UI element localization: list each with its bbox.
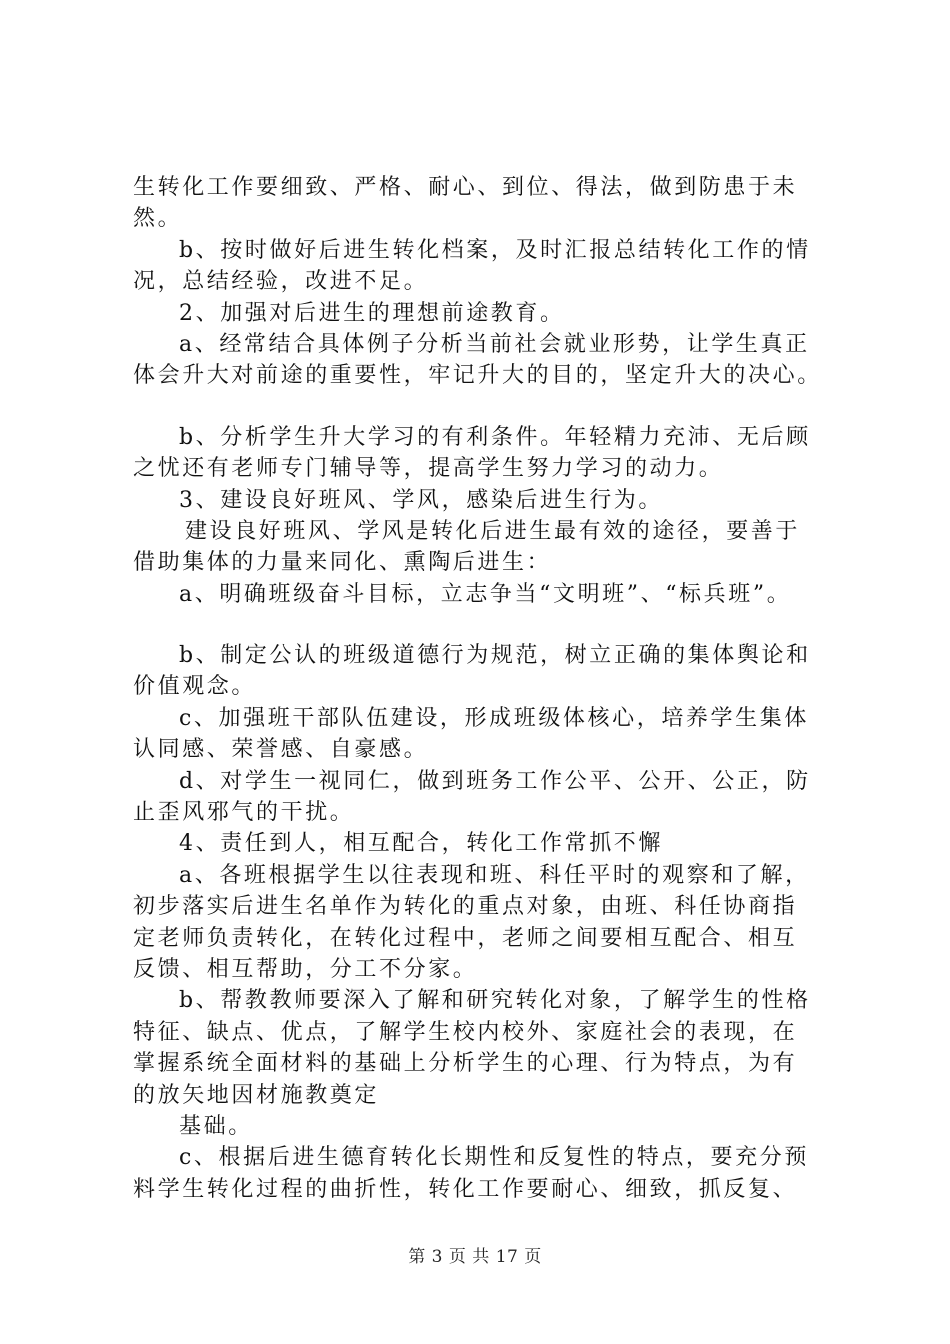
paragraph-gap [133,610,853,640]
text-line: b、制定公认的班级道德行为规范，树立正确的集体舆论和 [179,643,811,669]
text-line: 建设良好班风、学风是转化后进生最有效的途径，要善于 [185,518,801,544]
text-line: b、帮教教师要深入了解和研究转化对象，了解学生的性格 [179,988,811,1014]
text-line: 价值观念。 [133,674,257,700]
text-line: 认同感、荣誉感、自豪感。 [133,737,429,763]
text-line: a、明确班级奋斗目标，立志争当“文明班”、“标兵班”。 [179,581,792,607]
text-line: a、各班根据学生以往表现和班、科任平时的观察和了解， [179,862,810,888]
text-line: 初步落实后进生名单作为转化的重点对象，由班、科任协商指 [133,894,798,920]
document-body [133,172,853,1205]
text-line: a、经常结合具体例子分析当前社会就业形势，让学生真正 [179,331,810,357]
page-number-footer: 第 3 页 共 17 页 [408,1247,542,1267]
text-line: 反馈、相互帮助，分工不分家。 [133,956,478,982]
text-line: 况，总结经验，改进不足。 [133,269,429,295]
text-line: 特征、缺点、优点，了解学生校内校外、家庭社会的表现，在 [133,1019,798,1045]
text-line: 然。 [133,206,183,232]
text-line: 2、加强对后进生的理想前途教育。 [179,300,565,326]
text-line: d、对学生一视同仁，做到班务工作公平、公开、公正，防 [179,768,811,794]
text-line: 的放矢地因材施教奠定 [133,1082,380,1108]
text-line: 定老师负责转化，在转化过程中，老师之间要相互配合、相互 [133,925,798,951]
text-line: c、根据后进生德育转化长期性和反复性的特点，要充分预 [179,1145,809,1171]
paragraph-gap [133,392,853,422]
text-line: 体会升大对前途的重要性，牢记升大的目的，坚定升大的决心。 [133,363,822,389]
text-line: 之忧还有老师专门辅导等，提高学生努力学习的动力。 [133,456,724,482]
text-line: 止歪风邪气的干扰。 [133,800,355,826]
text-line: 4、责任到人，相互配合，转化工作常抓不懈 [179,831,663,857]
text-line: 3、建设良好班风、学风，感染后进生行为。 [179,487,663,513]
text-line: b、按时做好后进生转化档案，及时汇报总结转化工作的情 [179,237,811,263]
text-line: 基础。 [179,1113,253,1139]
text-line: 生转化工作要细致、严格、耐心、到位、得法，做到防患于未 [133,175,798,200]
text-line: 料学生转化过程的曲折性，转化工作要耐心、细致，抓反复、 [133,1176,798,1202]
text-line: 借助集体的力量来同化、熏陶后进生： [133,550,552,576]
text-line: c、加强班干部队伍建设，形成班级体核心，培养学生集体 [179,705,809,731]
text-line: 掌握系统全面材料的基础上分析学生的心理、行为特点，为有 [133,1051,798,1077]
text-line: b、分析学生升大学习的有利条件。年轻精力充沛、无后顾 [179,424,811,450]
